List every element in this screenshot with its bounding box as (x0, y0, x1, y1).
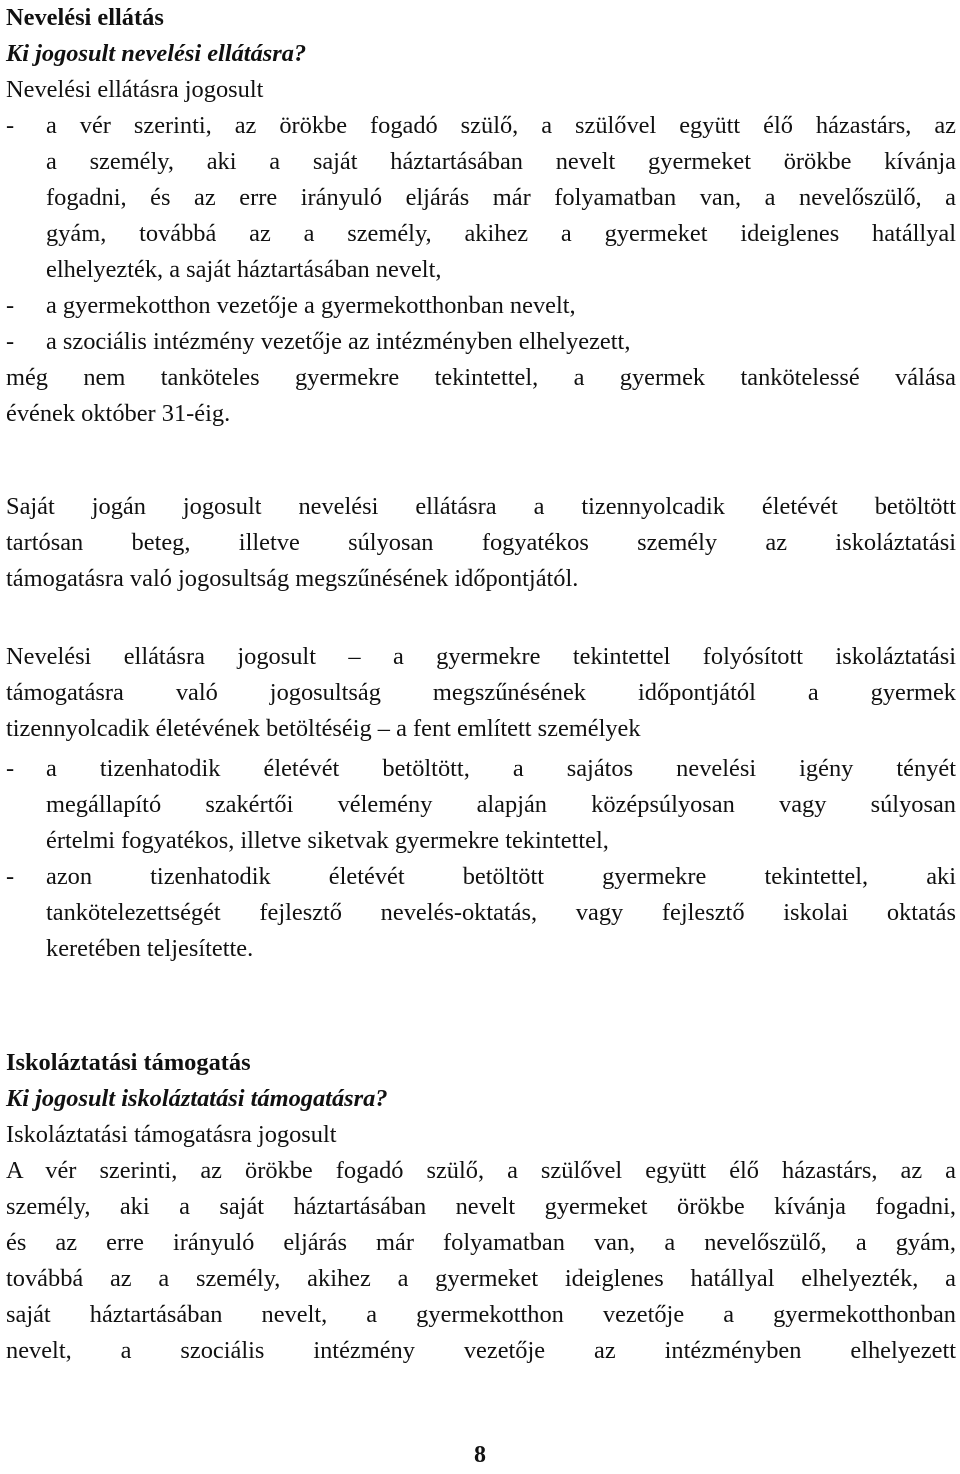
list-line: fogadni, és az erre irányuló eljárás már folyamatban van, a nevelőszülő, a (46, 184, 956, 211)
section-heading: Iskoláztatási támogatás (6, 1049, 251, 1076)
list-dash: - (6, 755, 15, 782)
paragraph-own-right (6, 489, 956, 597)
section-intro: Nevelési ellátásra jogosult (6, 76, 264, 103)
list-dash: - (6, 112, 15, 139)
list-dash: - (6, 328, 15, 355)
paragraph-line: tartósan beteg, illetve súlyosan fogyatékos személy az iskoláztatási (6, 529, 956, 556)
list-item (6, 108, 956, 288)
section-iskoláztatási-tamogatas (6, 1045, 956, 1369)
list-line: a gyermekotthon vezetője a gyermekotthonban nevelt, (46, 292, 576, 319)
list-item (6, 751, 956, 859)
paragraph-line: még nem tanköteles gyermekre tekintettel, a gyermek tankötelessé válása (6, 364, 956, 391)
list-dash: - (6, 292, 15, 319)
list-line: megállapító szakértői vélemény alapján középsúlyosan vagy súlyosan (46, 791, 956, 818)
page-number: 8 (474, 1442, 486, 1468)
paragraph-line: Nevelési ellátásra jogosult – a gyermekre tekintettel folyósított iskoláztatási (6, 643, 956, 670)
paragraph-line: nevelt, a szociális intézmény vezetője az intézményben elhelyezett (6, 1337, 956, 1364)
paragraph-line: támogatásra való jogosultság megszűnésének időpontjától. (6, 565, 579, 592)
list-dash: - (6, 863, 15, 890)
list-line: keretében teljesítette. (46, 935, 254, 962)
eligibility-closing (6, 360, 956, 432)
list-line: tankötelezettségét fejlesztő nevelés-oktatás, vagy fejlesztő iskolai oktatás (46, 899, 956, 926)
eligibility-list-2 (6, 751, 956, 967)
section-nevelesi-ellatas (6, 0, 956, 108)
paragraph-line: támogatásra való jogosultság megszűnésének időpontjától a gyermek (6, 679, 956, 706)
paragraph-line: évének október 31-éig. (6, 400, 231, 427)
paragraph-entitled (6, 639, 956, 747)
list-line: a vér szerinti, az örökbe fogadó szülő, a szülővel együtt élő házastárs, az (46, 112, 956, 139)
paragraph-line: A vér szerinti, az örökbe fogadó szülő, a szülővel együtt élő házastárs, az a (6, 1157, 956, 1184)
paragraph-line: tizennyolcadik életévének betöltéséig – a fent említett személyek (6, 715, 641, 742)
list-item (6, 859, 956, 967)
list-line: gyám, továbbá az a személy, akihez a gyermeket ideiglenes hatállyal (46, 220, 956, 247)
list-line: azon tizenhatodik életévét betöltött gyermekre tekintettel, aki (46, 863, 956, 890)
list-line: a személy, aki a saját háztartásában nevelt gyermeket örökbe kívánja (46, 148, 956, 175)
section-intro: Iskoláztatási támogatásra jogosult (6, 1121, 337, 1148)
paragraph-line: személy, aki a saját háztartásában nevelt gyermeket örökbe kívánja fogadni, (6, 1193, 956, 1220)
paragraph-line: saját háztartásában nevelt, a gyermekotthon vezetője a gyermekotthonban (6, 1301, 956, 1328)
list-line: értelmi fogyatékos, illetve siketvak gyermekre tekintettel, (46, 827, 609, 854)
list-item (6, 288, 956, 324)
section-question: Ki jogosult nevelési ellátásra? (6, 40, 307, 67)
section-question: Ki jogosult iskoláztatási támogatásra? (6, 1085, 388, 1112)
eligibility-list (6, 108, 956, 360)
list-line: elhelyezték, a saját háztartásában nevelt, (46, 256, 442, 283)
list-item (6, 324, 956, 360)
paragraph-line: továbbá az a személy, akihez a gyermeket ideiglenes hatállyal elhelyezték, a (6, 1265, 956, 1292)
list-line: a szociális intézmény vezetője az intézményben elhelyezett, (46, 328, 631, 355)
section-heading: Nevelési ellátás (6, 4, 164, 31)
list-line: a tizenhatodik életévét betöltött, a sajátos nevelési igény tényét (46, 755, 956, 782)
paragraph-line: és az erre irányuló eljárás már folyamatban van, a nevelőszülő, a gyám, (6, 1229, 956, 1256)
paragraph-line: Saját jogán jogosult nevelési ellátásra a tizennyolcadik életévét betöltött (6, 493, 956, 520)
